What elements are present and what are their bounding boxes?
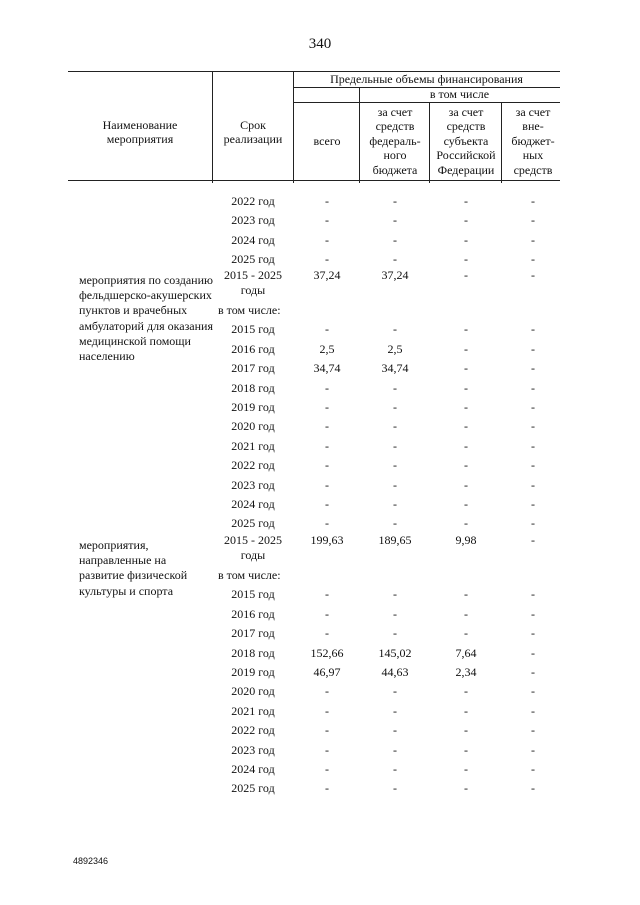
header-divider-5 [501,102,502,183]
total-cell: - [325,742,329,757]
period-cell: 2015 год [231,322,275,337]
federal-column [361,192,429,270]
federal-cell: - [393,587,397,602]
federal-cell: - [393,252,397,267]
offbudget-cell: - [531,458,535,473]
total-cell: - [325,606,329,621]
offbudget-cell: - [531,341,535,356]
regional-summary: - [464,268,468,282]
period-column [214,533,292,799]
including-label: в том числе: [218,568,281,582]
total-cell: - [325,458,329,473]
regional-cell: - [464,781,468,796]
total-cell: 34,74 [313,361,341,376]
federal-cell: - [393,438,397,453]
period-cell: 2020 год [231,419,275,434]
total-cell: - [325,232,329,247]
offbudget-cell: - [531,703,535,718]
regional-cell: - [464,213,468,228]
total-cell: - [325,252,329,267]
total-cell: - [325,194,329,208]
regional-cell: - [464,458,468,473]
regional-cell: - [464,496,468,511]
federal-cell: - [393,399,397,414]
regional-cell: 7,64 [455,645,477,660]
offbudget-cell: - [531,742,535,757]
federal-cell: - [393,419,397,434]
regional-cell: - [464,399,468,414]
period-cell: 2020 год [231,684,275,699]
regional-cell: - [464,761,468,776]
federal-cell: - [393,723,397,738]
offbudget-cell: - [531,252,535,267]
federal-cell: - [393,516,397,531]
offbudget-cell: - [531,399,535,414]
regional-summary: 9,98 [455,533,477,547]
regional-cell: - [464,606,468,621]
total-cell: - [325,684,329,699]
period-cell: 2015 год [231,587,275,602]
federal-cell: - [393,458,397,473]
total-cell: - [325,516,329,531]
regional-cell: - [464,419,468,434]
total-cell: - [325,322,329,337]
offbudget-cell: - [531,684,535,699]
period-column [214,192,292,270]
regional-cell: - [464,703,468,718]
offbudget-cell: - [531,606,535,621]
period-cell: 2025 год [231,781,275,796]
federal-cell: 145,02 [378,645,412,660]
period-cell: 2019 год [231,399,275,414]
offbudget-summary: - [531,533,535,547]
period-cell: 2023 год [231,477,275,492]
regional-cell: - [464,626,468,641]
federal-cell: - [393,477,397,492]
regional-cell: - [464,194,468,208]
regional-cell: - [464,380,468,395]
regional-cell: - [464,341,468,356]
total-column [295,533,359,799]
period-cell: 2023 год [231,213,275,228]
offbudget-column [503,192,563,270]
offbudget-summary: - [531,268,535,282]
federal-cell: 2,5 [387,341,403,356]
period-cell: 2017 год [231,361,275,376]
regional-cell: - [464,252,468,267]
total-cell: - [325,380,329,395]
period-cell: 2022 год [231,458,275,473]
regional-column [431,192,501,270]
regional-cell: - [464,742,468,757]
total-cell: - [325,496,329,511]
offbudget-cell: - [531,322,535,337]
total-cell: 2,5 [319,341,335,356]
offbudget-cell: - [531,477,535,492]
offbudget-cell: - [531,781,535,796]
federal-cell: - [393,761,397,776]
period-summary: 2015 - 2025 годы [224,268,282,297]
regional-cell: - [464,684,468,699]
total-cell: - [325,399,329,414]
header-divider-4 [429,102,430,183]
federal-cell: - [393,232,397,247]
header-financing: Предельные объемы финансирования [330,71,523,86]
total-cell: - [325,761,329,776]
federal-summary: 189,65 [378,533,412,547]
federal-cell: - [393,194,397,208]
offbudget-column [503,533,563,799]
total-column [295,192,359,270]
period-summary: 2015 - 2025 годы [224,533,282,562]
header-regional: за счет средств субъекта Российской Федерации [436,104,496,177]
federal-cell: 44,63 [381,664,409,679]
header-offbudget: за счет вне-бюджет-ных средств [511,104,555,177]
total-cell: - [325,419,329,434]
offbudget-cell: - [531,723,535,738]
federal-cell: - [393,703,397,718]
offbudget-cell: - [531,587,535,602]
total-column [295,268,359,534]
regional-cell: - [464,438,468,453]
regional-cell: - [464,322,468,337]
period-cell: 2016 год [231,606,275,621]
federal-cell: - [393,213,397,228]
regional-cell: - [464,232,468,247]
offbudget-cell: - [531,213,535,228]
federal-cell: - [393,684,397,699]
total-cell: 152,66 [310,645,344,660]
header-divider-2 [293,71,294,183]
offbudget-cell: - [531,626,535,641]
header-bottom-rule [68,180,560,181]
federal-cell: - [393,742,397,757]
measure-name: мероприятия по созданию фельдшерско-акушерских пунктов и врачебных амбулаторий для оказания медицинской помощи населению [79,273,213,364]
period-cell: 2023 год [231,742,275,757]
period-cell: 2024 год [231,496,275,511]
header-name: Наименование мероприятия [102,117,178,146]
period-cell: 2025 год [231,516,275,531]
offbudget-column [503,268,563,534]
period-cell: 2018 год [231,380,275,395]
federal-cell: - [393,496,397,511]
regional-cell: - [464,587,468,602]
period-cell: 2017 год [231,626,275,641]
header-divider-1 [212,71,213,183]
federal-summary: 37,24 [381,268,409,282]
offbudget-cell: - [531,380,535,395]
regional-column [431,533,501,799]
period-cell: 2018 год [231,645,275,660]
regional-cell: 2,34 [455,664,477,679]
total-cell: - [325,703,329,718]
period-cell: 2025 год [231,252,275,267]
period-column [214,268,292,534]
offbudget-cell: - [531,516,535,531]
total-cell: - [325,477,329,492]
offbudget-cell: - [531,438,535,453]
period-cell: 2021 год [231,438,275,453]
federal-column [361,533,429,799]
period-cell: 2016 год [231,341,275,356]
regional-cell: - [464,516,468,531]
offbudget-cell: - [531,419,535,434]
measure-name: мероприятия, направленные на развитие физической культуры и спорта [79,538,188,598]
federal-cell: - [393,380,397,395]
offbudget-cell: - [531,496,535,511]
header-period: Срок реализации [223,117,283,146]
offbudget-cell: - [531,232,535,247]
document-code: 4892346 [73,856,109,866]
period-cell: 2019 год [231,664,275,679]
offbudget-cell: - [531,664,535,679]
total-cell: - [325,213,329,228]
header-federal: за счет средств федераль-ного бюджета [369,104,421,177]
period-cell: 2024 год [231,232,275,247]
federal-cell: - [393,626,397,641]
period-cell: 2022 год [231,194,275,208]
offbudget-cell: - [531,645,535,660]
federal-cell: - [393,606,397,621]
regional-column [431,268,501,534]
federal-column [361,268,429,534]
total-cell: - [325,587,329,602]
total-cell: - [325,626,329,641]
total-cell: - [325,438,329,453]
including-label: в том числе: [218,303,281,317]
total-summary: 199,63 [310,533,344,547]
offbudget-cell: - [531,761,535,776]
total-cell: - [325,723,329,738]
regional-cell: - [464,477,468,492]
regional-cell: - [464,723,468,738]
page-number: 340 [308,36,332,52]
total-cell: 46,97 [313,664,341,679]
period-cell: 2021 год [231,703,275,718]
regional-cell: - [464,361,468,376]
federal-cell: - [393,322,397,337]
total-cell: - [325,781,329,796]
federal-cell: 34,74 [381,361,409,376]
total-summary: 37,24 [313,268,341,282]
period-cell: 2024 год [231,761,275,776]
header-including: в том числе [429,87,490,102]
offbudget-cell: - [531,361,535,376]
federal-cell: - [393,781,397,796]
header-total: всего [313,133,341,148]
period-cell: 2022 год [231,723,275,738]
offbudget-cell: - [531,194,535,208]
